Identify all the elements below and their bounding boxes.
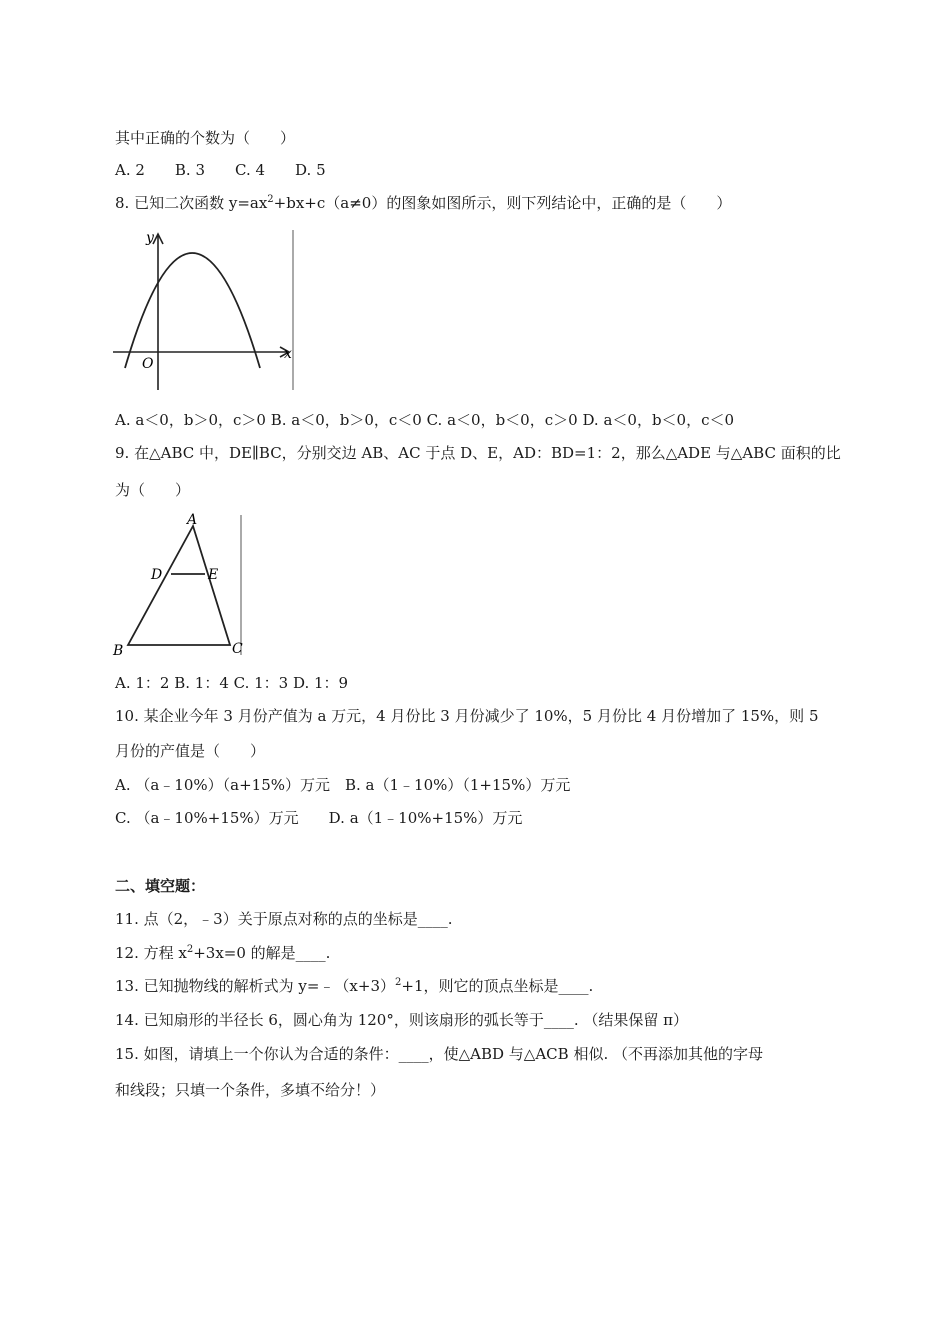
q15-line2: 和线段；只填一个条件，多填不给分！）	[115, 1081, 386, 1099]
q13-superscript: 2	[395, 977, 402, 988]
triangle-abc	[128, 526, 230, 645]
q12-part-a: 12. 方程 x	[115, 944, 187, 962]
x-axis-label: x	[284, 346, 292, 362]
q10-options-line1: A. （a﹣10%）（a+15%）万元 B. a（1﹣10%）（1+15%）万元	[115, 776, 571, 794]
label-e: E	[208, 567, 219, 583]
q8-stem	[115, 193, 731, 213]
q10-options-line2: C. （a﹣10%+15%）万元 D. a（1﹣10%+15%）万元	[115, 809, 523, 827]
q7-options: A. 2 B. 3 C. 4 D. 5	[115, 161, 326, 179]
label-c: C	[232, 641, 243, 657]
q12	[115, 943, 330, 963]
q7-question-tail: 其中正确的个数为（ ）	[115, 129, 296, 147]
label-b: B	[113, 643, 124, 659]
label-d: D	[151, 567, 163, 583]
q13	[115, 976, 593, 996]
q10-stem-line1: 10. 某企业今年 3 月份产值为 a 万元，4 月份比 3 月份减少了 10%，5 月份比 4 月份增加了 15%，则 5	[115, 707, 819, 725]
parabola-curve	[125, 253, 260, 368]
q9-stem-line2: 为（ ）	[115, 481, 191, 499]
origin-label: O	[142, 356, 154, 372]
q8-parabola-figure	[108, 228, 298, 397]
label-a: A	[187, 512, 198, 528]
q9-stem-line1: 9. 在△ABC 中，DE∥BC，分别交边 AB、AC 于点 D、E，AD：BD=1：2，那么△ADE 与△ABC 面积的比	[115, 444, 841, 462]
section2-heading: 二、填空题：	[115, 877, 206, 895]
q15-line1: 15. 如图，请填上一个你认为合适的条件：____，使△ABD 与△ACB 相似. （不再添加其他的字母	[115, 1045, 763, 1063]
q11: 11. 点（2，﹣3）关于原点对称的点的坐标是____.	[115, 910, 453, 928]
q8-stem-superscript: 2	[267, 194, 274, 205]
q14: 14. 已知扇形的半径长 6，圆心角为 120°，则该扇形的弧长等于____. （结果保留 π）	[115, 1011, 688, 1029]
q8-stem-part-a: 8. 已知二次函数 y=ax	[115, 194, 268, 212]
q8-options: A. a＜0，b＞0，c＞0 B. a＜0，b＞0，c＜0 C. a＜0，b＜0，c＞0 D. a＜0，b＜0，c＜0	[115, 411, 735, 429]
q12-superscript: 2	[186, 944, 194, 955]
q13-part-a: 13. 已知抛物线的解析式为 y=﹣（x+3）	[115, 977, 396, 995]
q10-stem-line2: 月份的产值是（ ）	[115, 742, 266, 760]
q9-options: A. 1：2 B. 1：4 C. 1：3 D. 1：9	[115, 674, 349, 692]
q9-triangle-figure	[108, 510, 248, 664]
y-axis-label: y	[146, 230, 154, 246]
q12-part-b: +3x=0 的解是____.	[193, 944, 331, 962]
q13-part-b: +1，则它的顶点坐标是____.	[401, 977, 594, 995]
q8-stem-part-b: +bx+c（a≠0）的图象如图所示，则下列结论中，正确的是（ ）	[273, 194, 732, 212]
